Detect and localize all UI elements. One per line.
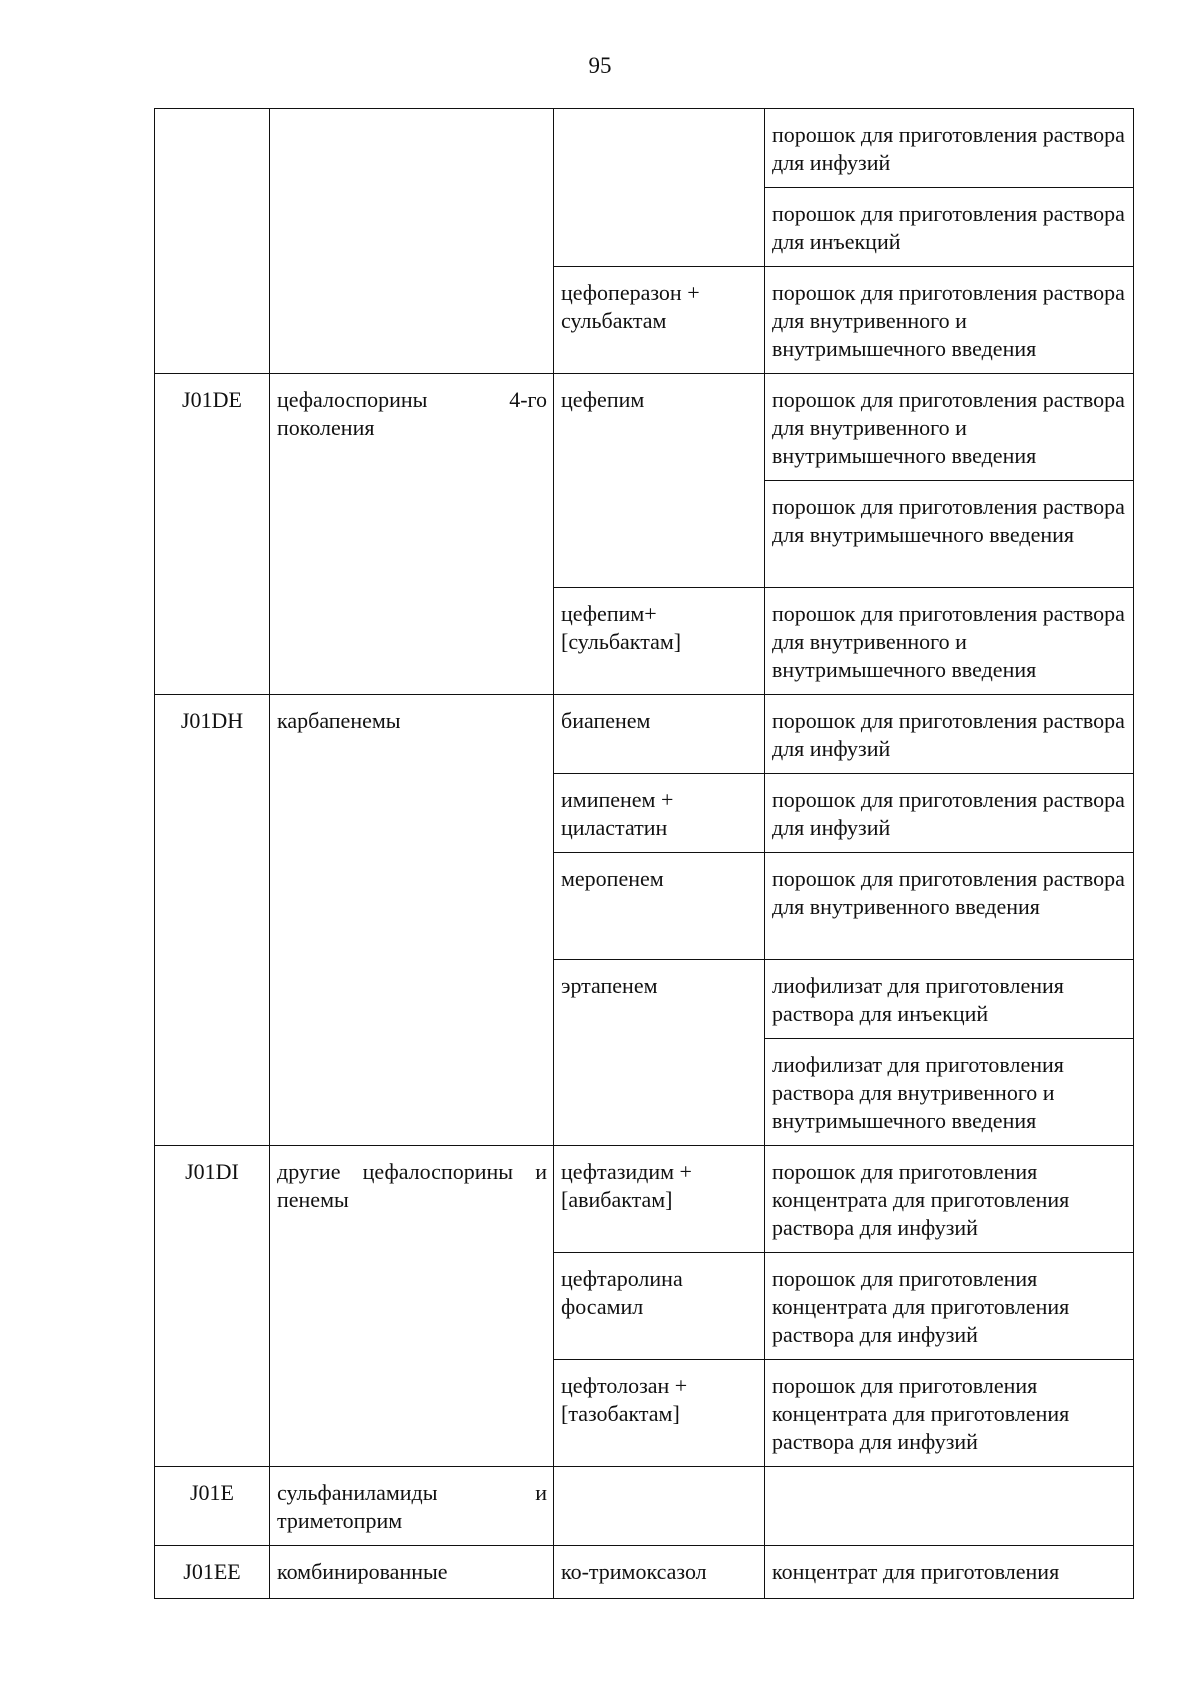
drug-cell: ко-тримоксазол xyxy=(554,1546,765,1599)
form-cell: порошок для приготовления раствора для инфузий xyxy=(765,109,1134,188)
form-cell: порошок для приготовления раствора для инфузий xyxy=(765,774,1134,853)
group-line: цефалоспорины 4-го xyxy=(277,387,547,412)
form-cell: концентрат для приготовления xyxy=(765,1546,1134,1599)
group-line: поколения xyxy=(277,415,375,440)
form-cell: порошок для приготовления раствора для инфузий xyxy=(765,695,1134,774)
form-cell: порошок для приготовления концентрата для приготовления раствора для инфузий xyxy=(765,1146,1134,1253)
drug-cell: цефтазидим + [авибактам] xyxy=(554,1146,765,1253)
form-cell: порошок для приготовления раствора для внутримышечного введения xyxy=(765,481,1134,588)
code-cell: J01DI xyxy=(155,1146,270,1467)
code-cell xyxy=(155,109,270,374)
code-cell: J01DH xyxy=(155,695,270,1146)
form-cell: порошок для приготовления концентрата для приготовления раствора для инфузий xyxy=(765,1360,1134,1467)
form-cell: порошок для приготовления раствора для внутривенного и внутримышечного введения xyxy=(765,267,1134,374)
drug-cell xyxy=(554,1467,765,1546)
table-row xyxy=(155,109,1134,188)
form-cell: порошок для приготовления раствора для внутривенного и внутримышечного введения xyxy=(765,588,1134,695)
drug-cell: цефепим+ [сульбактам] xyxy=(554,588,765,695)
page-number: 95 xyxy=(588,53,612,78)
drug-cell: биапенем xyxy=(554,695,765,774)
group-cell xyxy=(270,374,554,695)
drug-cell: меропенем xyxy=(554,853,765,960)
drug-cell: эртапенем xyxy=(554,960,765,1146)
group-cell: карбапенемы xyxy=(270,695,554,1146)
table-row xyxy=(155,1467,1134,1546)
code-cell: J01EE xyxy=(155,1546,270,1599)
table-row xyxy=(155,1546,1134,1599)
form-cell: лиофилизат для приготовления раствора для инъекций xyxy=(765,960,1134,1039)
table-row xyxy=(155,695,1134,774)
drug-table xyxy=(154,108,1134,1599)
code-cell: J01E xyxy=(155,1467,270,1546)
form-cell: порошок для приготовления раствора для внутривенного и внутримышечного введения xyxy=(765,374,1134,481)
table-row xyxy=(155,1146,1134,1253)
drug-cell: цефоперазон + сульбактам xyxy=(554,267,765,374)
form-cell xyxy=(765,1467,1134,1546)
form-cell: порошок для приготовления концентрата для приготовления раствора для инфузий xyxy=(765,1253,1134,1360)
form-cell: порошок для приготовления раствора для внутривенного введения xyxy=(765,853,1134,960)
group-cell: комбинированные xyxy=(270,1546,554,1599)
drug-cell: цефтаролина фосамил xyxy=(554,1253,765,1360)
form-cell: порошок для приготовления раствора для инъекций xyxy=(765,188,1134,267)
group-line: триметоприм xyxy=(277,1508,403,1533)
form-cell: лиофилизат для приготовления раствора для внутривенного и внутримышечного введения xyxy=(765,1039,1134,1146)
drug-cell xyxy=(554,109,765,267)
group-cell xyxy=(270,109,554,374)
group-cell: другие цефалоспорины и пенемы xyxy=(270,1146,554,1467)
drug-cell: цефтолозан + [тазобактам] xyxy=(554,1360,765,1467)
group-line: сульфаниламиды и xyxy=(277,1480,547,1505)
drug-cell: имипенем + циластатин xyxy=(554,774,765,853)
drug-cell: цефепим xyxy=(554,374,765,588)
group-cell xyxy=(270,1467,554,1546)
table-row xyxy=(155,374,1134,481)
code-cell: J01DE xyxy=(155,374,270,695)
